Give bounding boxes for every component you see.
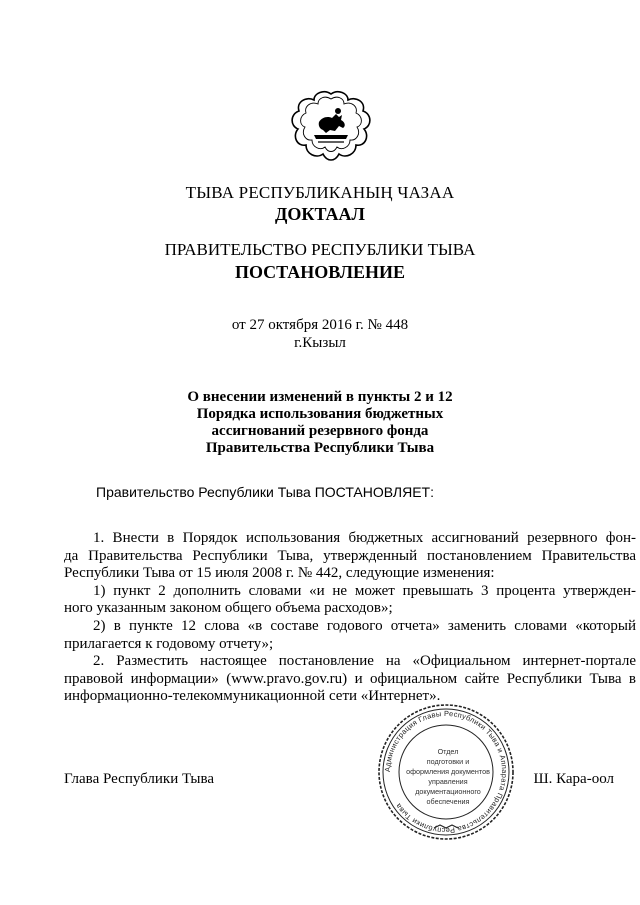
body-line: 2. Разместить настоящее постановление на «Официальном интернет-портале — [93, 653, 636, 670]
russian-government-title: ПРАВИТЕЛЬСТВО РЕСПУБЛИКИ ТЫВА — [164, 240, 476, 259]
document-body — [64, 530, 636, 706]
document-subject — [0, 389, 640, 457]
subject-line: ассигнований резервного фонда — [211, 423, 429, 439]
decree-intro: Правительство Республики Тыва ПОСТАНОВЛЯЕТ: — [96, 484, 434, 500]
subject-line: Порядка использования бюджетных — [196, 406, 444, 422]
body-line: 2) в пункте 12 слова «в составе годового отчета» заменить словами «который — [93, 617, 636, 634]
subject-line: О внесении изменений в пункты 2 и 12 — [187, 389, 453, 405]
stamp-center-line: оформления документов — [406, 767, 490, 776]
body-line: 1) пункт 2 дополнить словами «и не может превышать 3 процента утвержден- — [93, 582, 636, 599]
signatory-name: Ш. Кара-оол — [533, 771, 614, 787]
body-line: прилагается к годовому отчету»; — [64, 635, 274, 652]
subject-line: Правительства Республики Тыва — [205, 440, 435, 456]
city: г.Кызыл — [294, 335, 346, 351]
body-line: правовой информации» (www.pravo.gov.ru) и официальном сайте Республики Тыва в — [64, 670, 636, 687]
signatory-title: Глава Республики Тыва — [64, 771, 215, 787]
body-line: да Правительства Республики Тыва, утвержденный постановлением Правительства — [64, 547, 636, 564]
tuvan-document-type: ДОКТААЛ — [275, 204, 365, 224]
official-stamp — [376, 702, 516, 842]
stamp-center-line: документационного — [415, 787, 481, 796]
body-line: информационно-телекоммуникационной сети «Интернет». — [64, 688, 441, 705]
date-and-number: от 27 октября 2016 г. № 448 — [231, 317, 409, 333]
tuvan-government-title: ТЫВА РЕСПУБЛИКАНЫҢ ЧАЗАА — [185, 183, 455, 202]
russian-document-type: ПОСТАНОВЛЕНИЕ — [234, 262, 406, 282]
body-line: 1. Внести в Порядок использования бюджетных ассигнований резервного фон- — [93, 530, 636, 546]
stamp-center-line: обеспечения — [426, 797, 470, 806]
stamp-center-line: управления — [428, 777, 468, 786]
stamp-center-line: подготовки и — [426, 757, 470, 766]
body-line: Республики Тыва от 15 июля 2008 г. № 442, следующие изменения: — [64, 565, 495, 582]
body-line: ного указанным законом общего объема расходов»; — [64, 600, 393, 617]
stamp-ring-text: Администрация Главы Республики Тыва и Аппарата Правительства Республики Тыва — [382, 708, 510, 836]
stamp-center-line: Отдел — [437, 747, 459, 756]
tuva-emblem-icon — [290, 90, 372, 164]
